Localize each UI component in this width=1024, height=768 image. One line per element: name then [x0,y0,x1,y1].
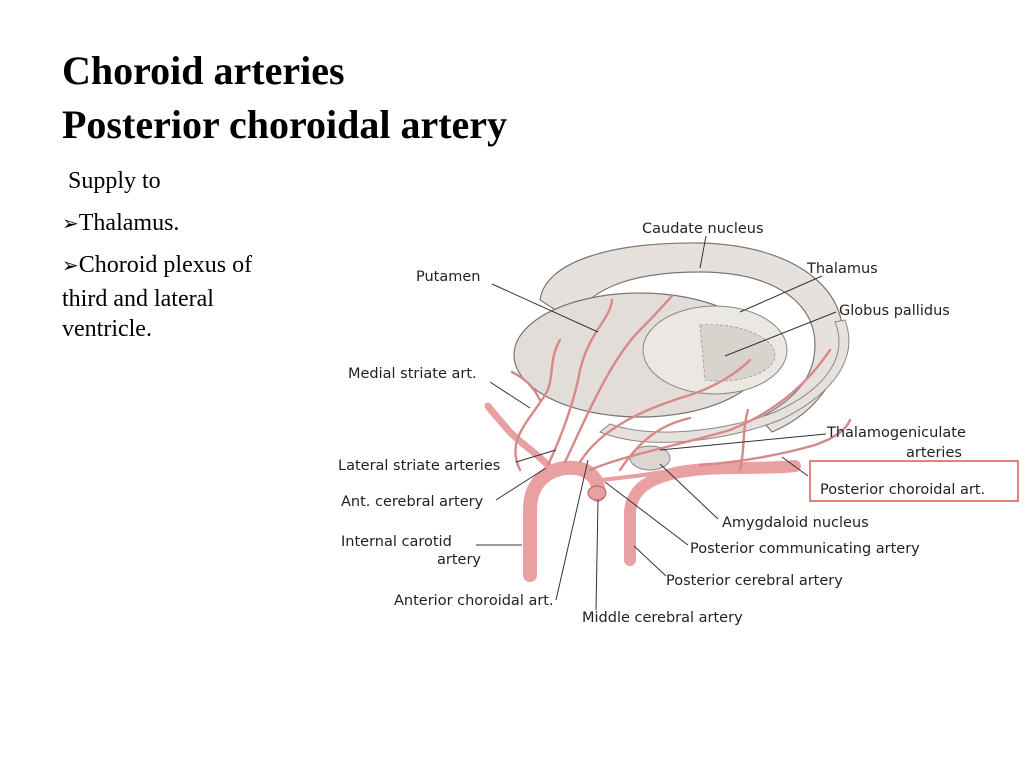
label-thalamogeniculate-2: arteries [906,445,962,461]
label-posterior-communicating: Posterior communicating artery [690,541,920,557]
bullet-continuation: third and lateral [62,286,214,312]
label-anterior-choroidal: Anterior choroidal art. [394,593,554,609]
label-putamen: Putamen [416,269,481,285]
arrow-bullet-icon: ➢ [62,211,79,235]
label-amygdaloid: Amygdaloid nucleus [722,515,869,531]
internal-carotid-artery [530,468,598,575]
label-posterior-choroidal: Posterior choroidal art. [820,482,986,498]
label-internal-carotid: Internal carotid [341,534,452,550]
label-globus-pallidus: Globus pallidus [839,303,950,319]
bullet-text: Thalamus. [78,210,180,236]
label-caudate-nucleus: Caudate nucleus [642,221,764,237]
label-medial-striate: Medial striate art. [348,366,477,382]
label-thalamus: Thalamus [807,261,878,277]
label-internal-carotid-2: artery [437,552,481,568]
label-lateral-striate: Lateral striate arteries [338,458,501,474]
label-ant-cerebral: Ant. cerebral artery [341,494,484,510]
label-thalamogeniculate: Thalamogeniculate [827,425,966,441]
label-posterior-cerebral: Posterior cerebral artery [666,573,843,589]
middle-cerebral-artery [588,486,606,500]
title-line-1: Choroid arteries [62,48,345,93]
bullet-text: Choroid plexus of [78,252,253,278]
supply-heading: Supply to [68,168,161,194]
title-line-2: Posterior choroidal artery [62,102,508,147]
label-middle-cerebral: Middle cerebral artery [582,610,743,626]
bullet-continuation: ventricle. [62,316,152,342]
arrow-bullet-icon: ➢ [62,253,79,277]
